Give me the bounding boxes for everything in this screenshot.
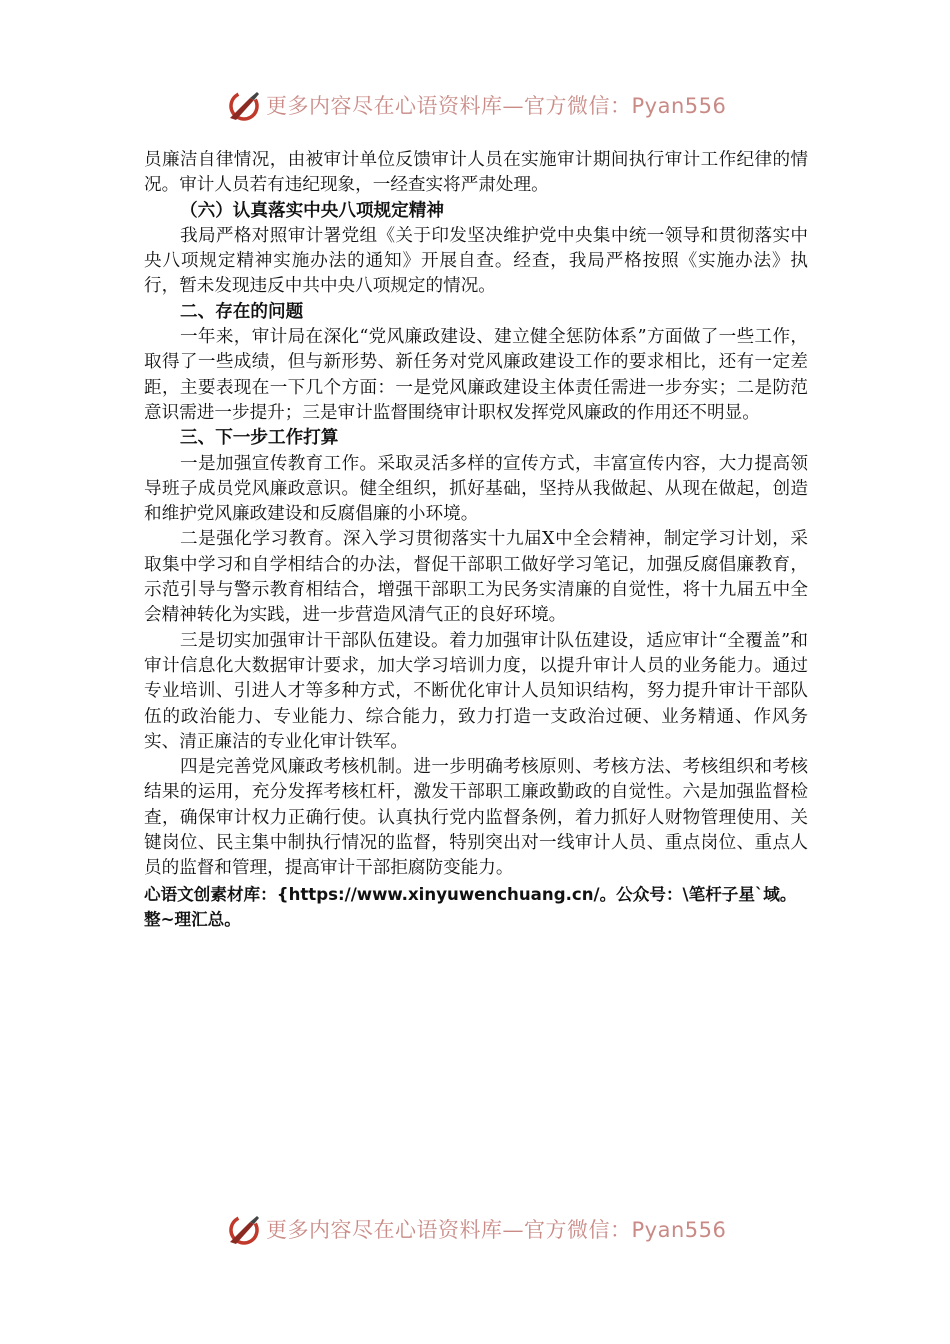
footer-banner-text xyxy=(266,1214,726,1244)
document-body xyxy=(144,148,808,932)
header-banner-text xyxy=(266,90,726,120)
paragraph-continued: 员廉洁自律情况，由被审计单位反馈审计人员在实施审计期间执行审计工作纪律的情况。审计人员若有违纪现象，一经查实将严肃处理。 xyxy=(144,150,808,196)
header-banner-wechat-id: Pyan556 xyxy=(631,94,727,118)
heading-problems: 二、存在的问题 xyxy=(180,301,304,322)
brush-circle-logo-icon xyxy=(226,88,262,124)
header-banner xyxy=(0,86,950,126)
paragraph-next-step-2: 二是强化学习教育。深入学习贯彻落实十九届X中全会精神，制定学习计划，采取集中学习和自学相结合的办法，督促干部职工做好学习笔记，加强反腐倡廉教育，示范引导与警示教育相结合，增强干部职工为民务实清廉的自觉性，将十九届五中全会精神转化为实践，进一步营造风清气正的良好环境。 xyxy=(144,529,808,626)
paragraph-section-six: 我局严格对照审计署党组《关于印发坚决维护党中央集中统一领导和贯彻落实中央八项规定精神实施办法的通知》开展自查。经查，我局严格按照《实施办法》执行，暂未发现违反中共中央八项规定的情况。 xyxy=(144,225,808,297)
paragraph-problems: 一年来，审计局在深化“党风廉政建设、建立健全惩防体系”方面做了一些工作，取得了一些成绩，但与新形势、新任务对党风廉政建设工作的要求相比，还有一定差距，主要表现在一下几个方面：一是党风廉政建设主体责任需进一步夯实；二是防范意识需进一步提升；三是审计监督围绕审计职权发挥党风廉政的作用还不明显。 xyxy=(144,327,808,423)
paragraph-next-step-1: 一是加强宣传教育工作。采取灵活多样的宣传方式，丰富宣传内容，大力提高领导班子成员党风廉政意识。健全组织，抓好基础，坚持从我做起、从现在做起，创造和维护党风廉政建设和反腐倡廉的小环境。 xyxy=(144,453,808,525)
brush-circle-logo-icon xyxy=(226,1212,262,1248)
header-banner-label: 更多内容尽在心语资料库—官方微信： xyxy=(266,94,632,118)
footer-banner xyxy=(0,1210,950,1250)
source-note: 心语文创素材库：{https://www.xinyuwenchuang.cn/。公众号：\笔杆子星`域。整~理汇总。 xyxy=(144,884,797,929)
footer-banner-label: 更多内容尽在心语资料库—官方微信： xyxy=(266,1218,632,1242)
heading-section-six: （六）认真落实中央八项规定精神 xyxy=(180,200,444,221)
paragraph-next-step-4: 四是完善党风廉政考核机制。进一步明确考核原则、考核方法、考核组织和考核结果的运用，充分发挥考核杠杆，激发干部职工廉政勤政的自觉性。六是加强监督检查，确保审计权力正确行使。认真执行党内监督条例，着力抓好人财物管理使用、关键岗位、民主集中制执行情况的监督，特别突出对一线审计人员、重点岗位、重点人员的监督和管理，提高审计干部拒腐防变能力。 xyxy=(144,757,808,879)
heading-next-steps: 三、下一步工作打算 xyxy=(180,428,339,449)
paragraph-next-step-3: 三是切实加强审计干部队伍建设。着力加强审计队伍建设，适应审计“全覆盖”和审计信息化大数据审计要求，加大学习培训力度，以提升审计人员的业务能力。通过专业培训、引进人才等多种方式，不断优化审计人员知识结构，努力提升审计干部队伍的政治能力、专业能力、综合能力，致力打造一支政治过硬、业务精通、作风务实、清正廉洁的专业化审计铁军。 xyxy=(144,630,808,752)
footer-banner-wechat-id: Pyan556 xyxy=(631,1218,727,1242)
